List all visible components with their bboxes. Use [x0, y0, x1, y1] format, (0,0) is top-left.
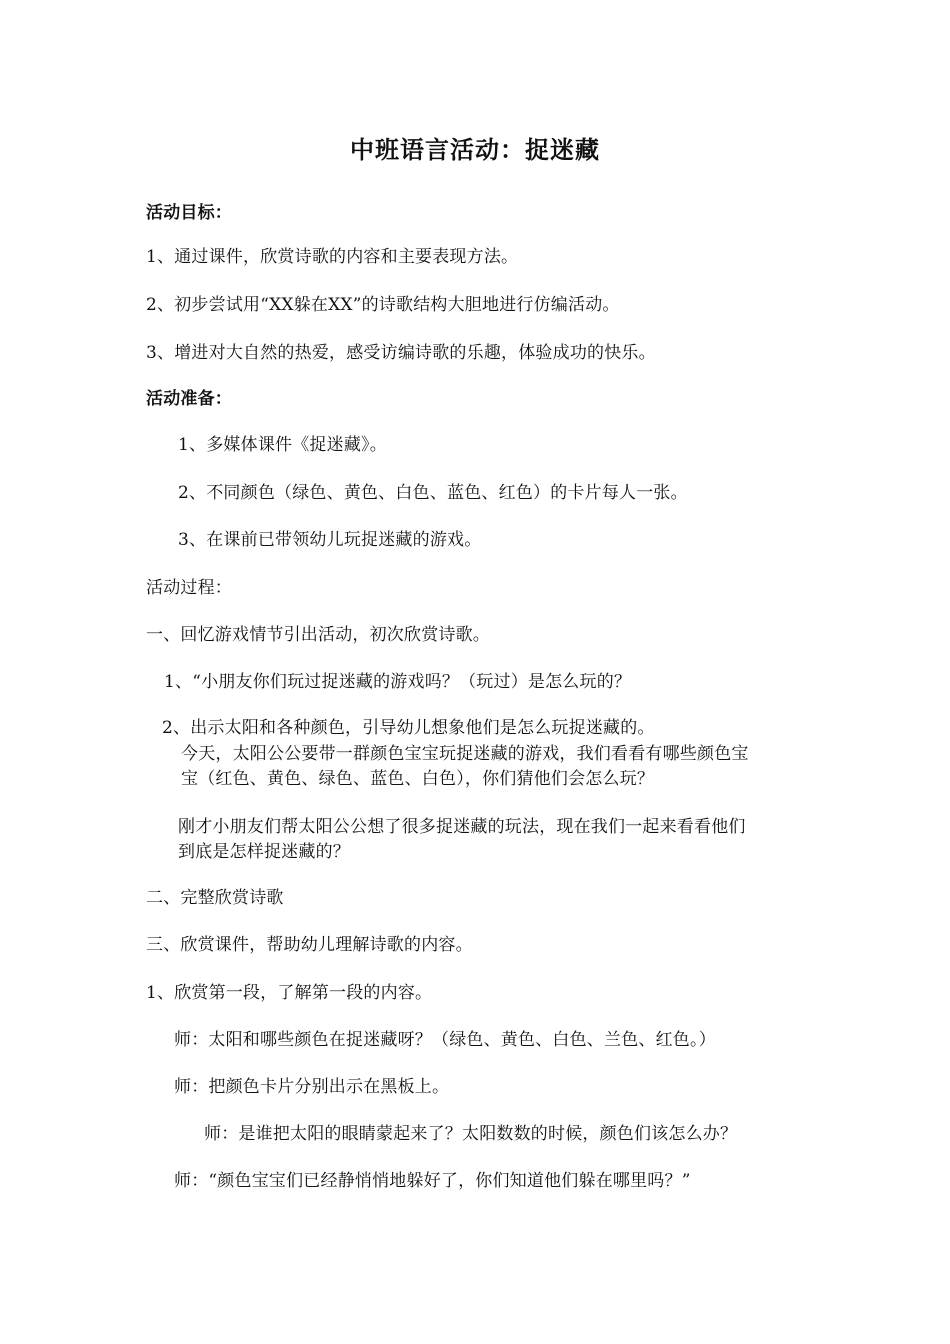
teacher-question-3: 师：是谁把太阳的眼睛蒙起来了？太阳数数的时候，颜色们该怎么办？ — [204, 1124, 738, 1144]
section-one-item-1: 1、“小朋友你们玩过捉迷藏的游戏吗？（玩过）是怎么玩的？ — [164, 672, 632, 692]
teacher-question-1: 师：太阳和哪些颜色在捉迷藏呀？（绿色、黄色、白色、兰色、红色。） — [174, 1030, 716, 1050]
section-three-item-1: 1、欣赏第一段，了解第一段的内容。 — [146, 983, 433, 1003]
teacher-question-4: 师：“颜色宝宝们已经静悄悄地躲好了，你们知道他们躲在哪里吗？” — [174, 1171, 691, 1191]
section-two-heading: 二、完整欣赏诗歌 — [146, 888, 284, 908]
goal-item-2: 2、初步尝试用“XX躲在XX”的诗歌结构大胆地进行仿编活动。 — [146, 295, 620, 315]
goal-item-3: 3、增进对大自然的热爱，感受访编诗歌的乐趣，体验成功的快乐。 — [146, 343, 656, 363]
prep-item-3: 3、在课前已带领幼儿玩捉迷藏的游戏。 — [178, 530, 482, 550]
prep-item-1: 1、多媒体课件《捉迷藏》。 — [178, 435, 387, 455]
section-one-paragraph-2-line-1: 刚才小朋友们帮太阳公公想了很多捉迷藏的玩法，现在我们一起来看看他们 — [178, 817, 746, 837]
section-three-heading: 三、欣赏课件，帮助幼儿理解诗歌的内容。 — [146, 935, 473, 955]
prep-heading: 活动准备： — [146, 389, 232, 409]
goals-heading: 活动目标： — [146, 203, 232, 223]
goal-item-1: 1、通过课件，欣赏诗歌的内容和主要表现方法。 — [146, 247, 519, 267]
section-one-paragraph-1-line-1: 今天，太阳公公要带一群颜色宝宝玩捉迷藏的游戏，我们看看有哪些颜色宝 — [181, 744, 749, 764]
document-title: 中班语言活动：捉迷藏 — [350, 136, 600, 164]
section-one-heading: 一、回忆游戏情节引出活动，初次欣赏诗歌。 — [146, 625, 490, 645]
section-one-paragraph-2-line-2: 到底是怎样捉迷藏的？ — [178, 842, 350, 862]
section-one-item-2: 2、出示太阳和各种颜色，引导幼儿想象他们是怎么玩捉迷藏的。 — [162, 718, 655, 738]
prep-item-2: 2、不同颜色（绿色、黄色、白色、蓝色、红色）的卡片每人一张。 — [178, 483, 688, 503]
process-heading: 活动过程： — [146, 578, 232, 598]
teacher-instruction-2: 师：把颜色卡片分别出示在黑板上。 — [174, 1077, 450, 1097]
section-one-paragraph-1-line-2: 宝（红色、黄色、绿色、蓝色、白色），你们猜他们会怎么玩？ — [181, 769, 655, 789]
